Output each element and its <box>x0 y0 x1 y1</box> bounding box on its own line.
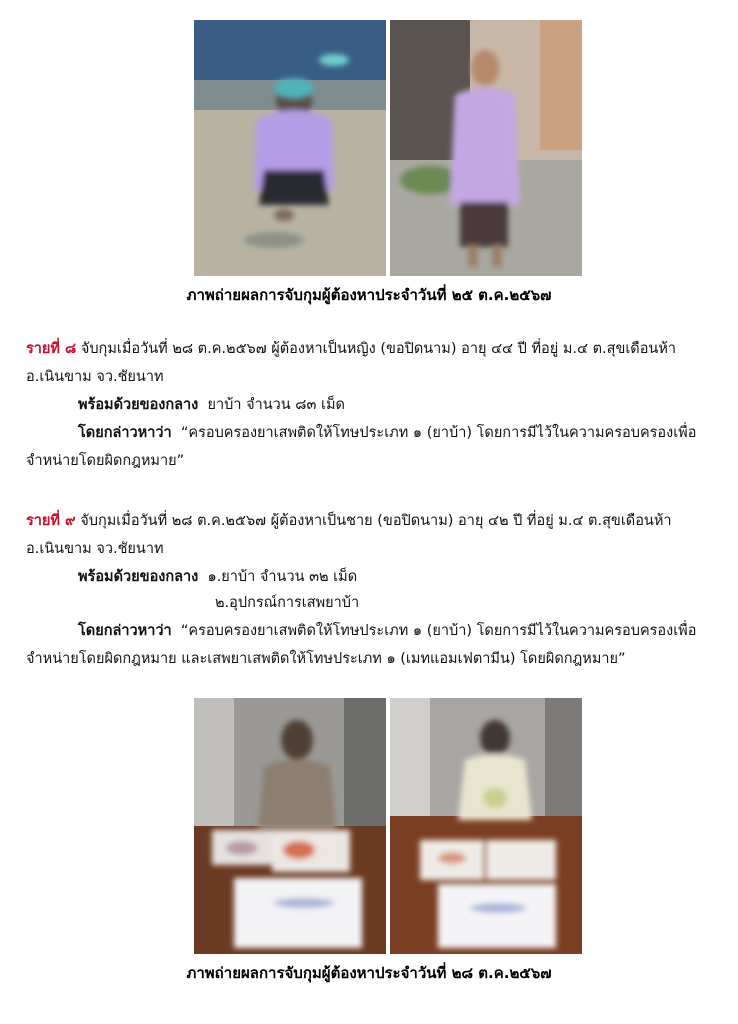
case8-charge-row <box>78 422 696 444</box>
case8-charge-continued: จำหน่ายโดยผิดกฎหมาย” <box>26 453 185 469</box>
bottom-photo-caption: ภาพถ่ายผลการจับกุมผู้ต้องหาประจำวันที่ ๒๘ ต.ค.๒๕๖๗ <box>186 964 552 982</box>
case9-evidence-item-1: ๑.ยาบ้า จำนวน ๓๒ เม็ด <box>207 569 358 585</box>
case9-charge-text: “ครอบครองยาเสพติดให้โทษประเภท ๑ (ยาบ้า) โดยการมีไว้ในความครอบครองเพื่อ <box>180 623 697 639</box>
case9-address: อ.เนินขาม จว.ชัยนาท <box>26 541 164 557</box>
photo-suspect-standing <box>390 20 582 276</box>
case8-charge-text: “ครอบครองยาเสพติดให้โทษประเภท ๑ (ยาบ้า) โดยการมีไว้ในความครอบครองเพื่อ <box>180 425 697 441</box>
case9-charge-row <box>78 620 696 642</box>
top-photo-caption: ภาพถ่ายผลการจับกุมผู้ต้องหาประจำวันที่ ๒๕ ต.ค.๒๕๖๗ <box>186 286 552 304</box>
case8-evidence-value: ยาบ้า จำนวน ๘๓ เม็ด <box>207 397 345 413</box>
case9-charge-continued: จำหน่ายโดยผิดกฎหมาย และเสพยาเสพติดให้โทษประเภท ๑ (เมทแอมเฟตามีน) โดยผิดกฎหมาย” <box>26 651 626 667</box>
case8-arrest-details: จับกุมเมื่อวันที่ ๒๘ ต.ค.๒๕๖๗ ผู้ต้องหาเป็นหญิง (ขอปิดนาม) อายุ ๔๔ ปี ที่อยู่ ม.๔ ต.สุขเดือนห้า <box>80 341 677 357</box>
case9-heading: รายที่ ๙ <box>26 513 76 529</box>
photo-suspect-with-evidence-2 <box>390 698 582 954</box>
case8-evidence-label: พร้อมด้วยของกลาง <box>78 397 199 413</box>
case9-evidence-row <box>78 566 357 588</box>
case8-address: อ.เนินขาม จว.ชัยนาท <box>26 369 164 385</box>
photo-suspect-crouching <box>194 20 386 276</box>
photo-suspect-with-evidence-1 <box>194 698 386 954</box>
case9-evidence-label: พร้อมด้วยของกลาง <box>78 569 199 585</box>
case9-charge-label: โดยกล่าวหาว่า <box>78 623 172 639</box>
case8-charge-label: โดยกล่าวหาว่า <box>78 425 172 441</box>
case8-line1 <box>26 338 676 360</box>
case9-line1 <box>26 510 672 532</box>
case8-heading: รายที่ ๘ <box>26 341 77 357</box>
case9-arrest-details: จับกุมเมื่อวันที่ ๒๘ ต.ค.๒๕๖๗ ผู้ต้องหาเป็นชาย (ขอปิดนาม) อายุ ๔๒ ปี ที่อยู่ ม.๔ ต.สุขเดือนห้า <box>80 513 672 529</box>
case8-evidence-row <box>78 394 345 416</box>
case9-evidence-item-2: ๒.อุปกรณ์การเสพยาบ้า <box>215 595 360 611</box>
